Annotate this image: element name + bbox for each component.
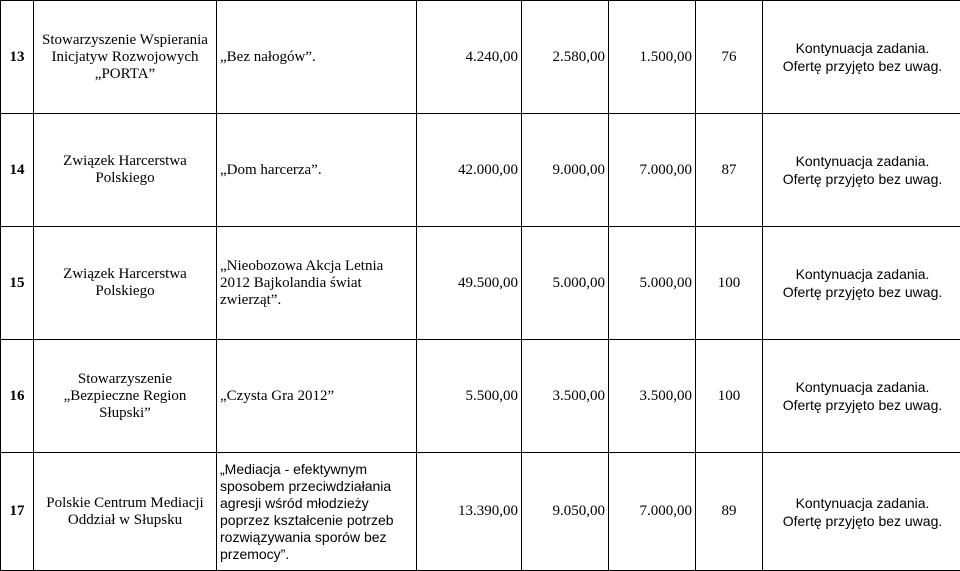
- total-cost: 5.500,00: [417, 340, 522, 453]
- requested-amount: 5.000,00: [522, 227, 609, 340]
- requested-amount: 3.500,00: [522, 340, 609, 453]
- granted-amount: 3.500,00: [609, 340, 696, 453]
- granted-amount: 5.000,00: [609, 227, 696, 340]
- organization-name: Stowarzyszenie Wspierania Inicjatyw Rozwojowych „PORTA”: [34, 1, 217, 114]
- points: 100: [696, 227, 763, 340]
- requested-amount: 9.000,00: [522, 114, 609, 227]
- total-cost: 4.240,00: [417, 1, 522, 114]
- organization-name: Polskie Centrum Mediacji Oddział w Słupsku: [34, 453, 217, 571]
- granted-amount: 7.000,00: [609, 114, 696, 227]
- task-title: „Nieobozowa Akcja Letnia 2012 Bajkolandia świat zwierząt”.: [217, 227, 417, 340]
- table-row: [1, 453, 960, 571]
- decision: Kontynuacja zadania. Ofertę przyjęto bez uwag.: [763, 1, 960, 114]
- total-cost: 42.000,00: [417, 114, 522, 227]
- row-number: 17: [1, 453, 34, 571]
- table-row: [1, 340, 960, 453]
- task-title: „Czysta Gra 2012”: [217, 340, 417, 453]
- decision: Kontynuacja zadania. Ofertę przyjęto bez uwag.: [763, 227, 960, 340]
- table-row: [1, 1, 960, 114]
- total-cost: 13.390,00: [417, 453, 522, 571]
- organization-name: Stowarzyszenie „Bezpieczne Region Słupski”: [34, 340, 217, 453]
- requested-amount: 9.050,00: [522, 453, 609, 571]
- granted-amount: 7.000,00: [609, 453, 696, 571]
- task-title: „Mediacja - efektywnym sposobem przeciwdziałania agresji wśród młodzieży poprzez kształcenie potrzeb rozwiązywania sporów bez przemocy”.: [217, 453, 417, 571]
- table-row: [1, 114, 960, 227]
- points: 76: [696, 1, 763, 114]
- organization-name: Związek Harcerstwa Polskiego: [34, 227, 217, 340]
- row-number: 15: [1, 227, 34, 340]
- table-row: [1, 227, 960, 340]
- points: 89: [696, 453, 763, 571]
- row-number: 14: [1, 114, 34, 227]
- total-cost: 49.500,00: [417, 227, 522, 340]
- points: 87: [696, 114, 763, 227]
- requested-amount: 2.580,00: [522, 1, 609, 114]
- row-number: 16: [1, 340, 34, 453]
- granted-amount: 1.500,00: [609, 1, 696, 114]
- task-title: „Dom harcerza”.: [217, 114, 417, 227]
- organization-name: Związek Harcerstwa Polskiego: [34, 114, 217, 227]
- task-title: „Bez nałogów”.: [217, 1, 417, 114]
- decision: Kontynuacja zadania. Ofertę przyjęto bez uwag.: [763, 340, 960, 453]
- decision: Kontynuacja zadania. Ofertę przyjęto bez uwag.: [763, 114, 960, 227]
- points: 100: [696, 340, 763, 453]
- decision: Kontynuacja zadania. Ofertę przyjęto bez uwag.: [763, 453, 960, 571]
- row-number: 13: [1, 1, 34, 114]
